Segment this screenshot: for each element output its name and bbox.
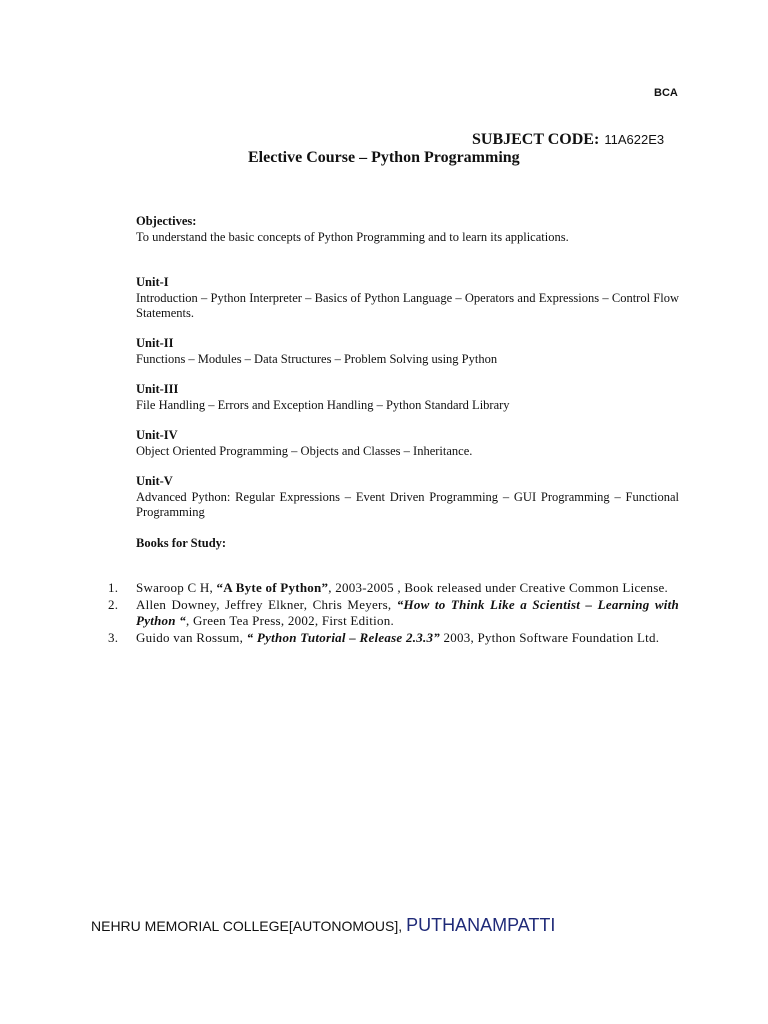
- course-title: Elective Course – Python Programming: [248, 149, 520, 166]
- book-number: 3.: [108, 630, 119, 646]
- book-author: Allen Downey, Jeffrey Elkner, Chris Meyers,: [136, 596, 397, 612]
- book-details: , Green Tea Press, 2002, First Edition.: [186, 613, 394, 629]
- book-item-2: [108, 597, 679, 630]
- footer: [91, 915, 555, 936]
- footer-college: NEHRU MEMORIAL COLLEGE[AUTONOMOUS],: [91, 918, 407, 934]
- objectives-heading: Objectives:: [136, 214, 197, 228]
- books-list: [108, 580, 679, 647]
- book-author: Swaroop C H,: [136, 580, 217, 595]
- subject-code: [472, 129, 664, 149]
- subject-code-value: 11A622E3: [604, 132, 665, 147]
- unit-5-heading: Unit-V: [136, 474, 173, 488]
- book-author: Guido van Rossum,: [136, 630, 247, 646]
- unit-4-section: [136, 428, 679, 459]
- subject-code-label: SUBJECT CODE:: [472, 131, 600, 148]
- unit-3-section: [136, 382, 679, 413]
- unit-4-text: Object Oriented Programming – Objects and Classes – Inheritance.: [136, 443, 473, 458]
- program-label: BCA: [654, 87, 678, 99]
- unit-5-text: Advanced Python: Regular Expressions – Event Driven Programming – GUI Programming – Functional Programming: [136, 489, 679, 519]
- unit-3-text: File Handling – Errors and Exception Handling – Python Standard Library: [136, 397, 510, 412]
- book-details: 2003, Python Software Foundation Ltd.: [439, 630, 660, 646]
- book-item-3: [108, 630, 679, 647]
- book-title: “How to Think Like a Scientist – Learning with Python “: [136, 596, 680, 629]
- unit-2-text: Functions – Modules – Data Structures – Problem Solving using Python: [136, 351, 498, 366]
- book-number: 2.: [108, 596, 119, 612]
- book-number: 1.: [108, 580, 119, 595]
- book-title: “A Byte of Python”: [216, 580, 329, 595]
- unit-1-text: Introduction – Python Interpreter – Basics of Python Language – Operators and Expressions – Control Flow Statements.: [136, 290, 679, 320]
- unit-2-section: [136, 336, 679, 367]
- unit-1-heading: Unit-I: [136, 275, 169, 289]
- unit-1-section: [136, 275, 679, 322]
- unit-5-section: [136, 474, 679, 521]
- book-details: , 2003-2005 , Book released under Creative Common License.: [328, 580, 669, 595]
- objectives-text: To understand the basic concepts of Python Programming and to learn its applications.: [136, 229, 569, 244]
- unit-3-heading: Unit-III: [136, 382, 179, 396]
- book-item-1: [108, 580, 679, 597]
- objectives-section: [136, 214, 679, 245]
- unit-2-heading: Unit-II: [136, 336, 174, 350]
- unit-4-heading: Unit-IV: [136, 428, 178, 442]
- books-heading: Books for Study:: [136, 536, 227, 550]
- book-title: “ Python Tutorial – Release 2.3.3”: [246, 630, 440, 646]
- footer-place: PUTHANAMPATTI: [406, 915, 556, 935]
